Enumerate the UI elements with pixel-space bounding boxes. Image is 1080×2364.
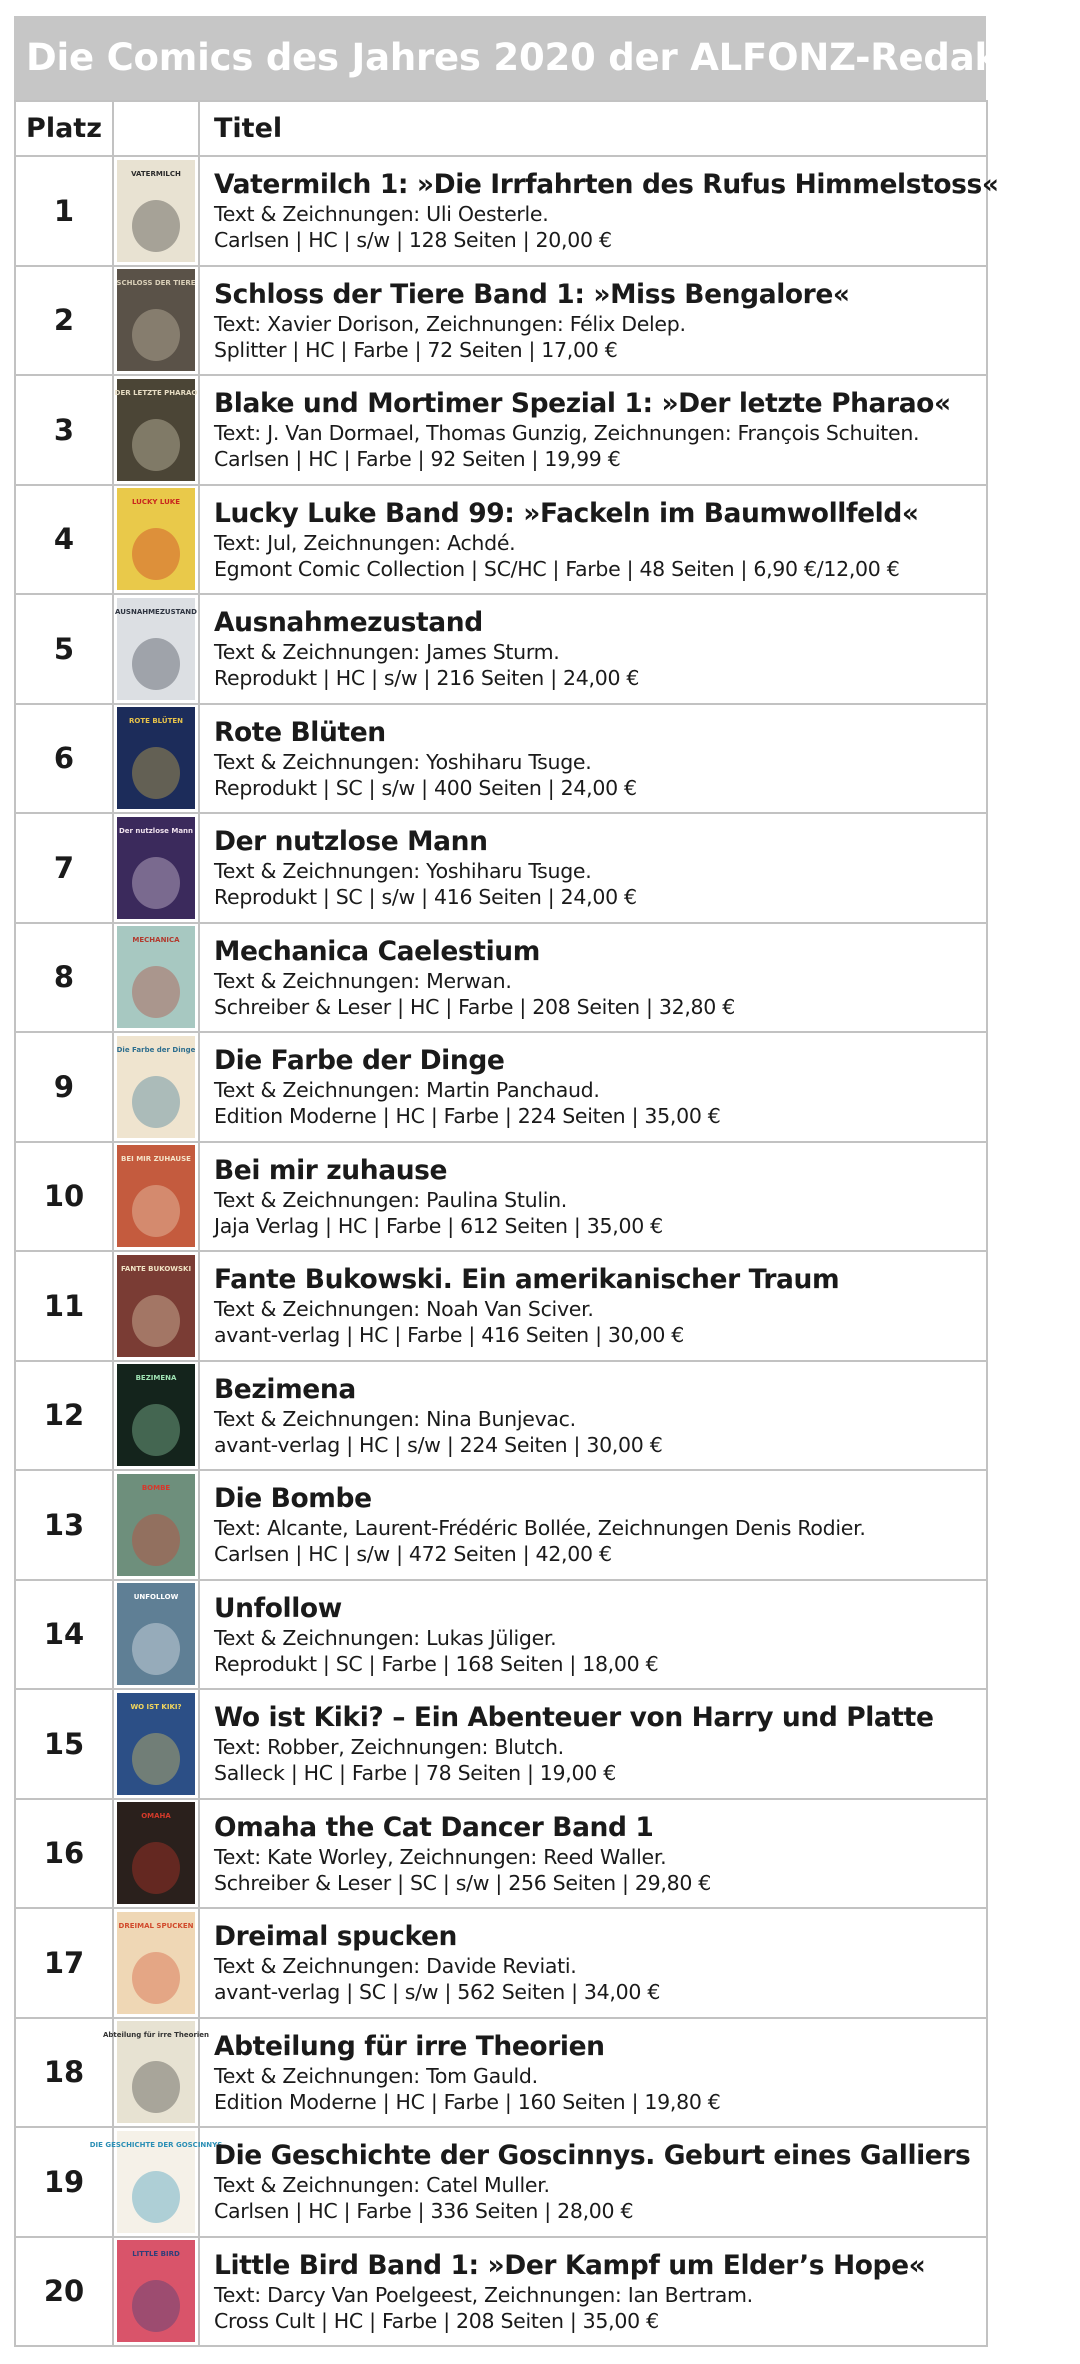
- cover-illustration: [132, 528, 180, 580]
- info-cell: [199, 704, 987, 814]
- cover-illustration: [132, 1623, 180, 1675]
- cover-art: [117, 1255, 195, 1357]
- cover-art: [117, 1474, 195, 1576]
- cover-title-text: BOMBE: [141, 1483, 171, 1492]
- info-cell: [199, 375, 987, 485]
- info-cell: [199, 1908, 987, 2018]
- cover-cell: [113, 923, 199, 1033]
- info-cell: [199, 923, 987, 1033]
- book-credits: Text: Robber, Zeichnungen: Blutch.: [214, 1735, 564, 1760]
- table-row: [15, 1799, 987, 1909]
- cover-cell: [113, 375, 199, 485]
- cover-art: [117, 488, 195, 590]
- cover-title-text: SCHLOSS DER TIERE: [116, 279, 196, 288]
- cover-image: [102, 2020, 210, 2124]
- cover-cell: [113, 1361, 199, 1471]
- book-title: Omaha the Cat Dancer Band 1: [214, 1811, 654, 1843]
- cover-image: [115, 1144, 197, 1248]
- cover-title-text: Der nutzlose Mann: [118, 826, 194, 835]
- rank-cell: 20: [15, 2237, 113, 2347]
- rank-cell: 13: [15, 1470, 113, 1580]
- header-rank: Platz: [15, 101, 113, 156]
- book-details: Edition Moderne | HC | Farbe | 160 Seiten | 19,80 €: [214, 2089, 721, 2114]
- book-title: Fante Bukowski. Ein amerikanischer Traum: [214, 1264, 840, 1296]
- info-cell: [199, 266, 987, 376]
- cover-image: [115, 1692, 197, 1796]
- cover-illustration: [132, 1076, 180, 1128]
- book-title: Vatermilch 1: »Die Irrfahrten des Rufus Himmelstoss«: [214, 169, 999, 201]
- header-cover: [113, 101, 199, 156]
- table-row: [15, 375, 987, 485]
- cover-image: [115, 925, 197, 1029]
- cover-art: [117, 817, 195, 919]
- book-details: Schreiber & Leser | HC | Farbe | 208 Seiten | 32,80 €: [214, 994, 735, 1019]
- table-header-row: [15, 101, 987, 156]
- cover-cell: [113, 1799, 199, 1909]
- cover-cell: [113, 2237, 199, 2347]
- rank-cell: 15: [15, 1689, 113, 1799]
- table-row: [15, 2237, 987, 2347]
- rank-cell: 19: [15, 2127, 113, 2237]
- cover-illustration: [132, 1185, 180, 1237]
- rank-cell: 11: [15, 1251, 113, 1361]
- book-title: Rote Blüten: [214, 716, 386, 748]
- cover-cell: [113, 1689, 199, 1799]
- table-row: [15, 813, 987, 923]
- rank-cell: 4: [15, 485, 113, 595]
- cover-cell: [113, 1251, 199, 1361]
- cover-title-text: FANTE BUKOWSKI: [120, 1264, 192, 1273]
- table-row: [15, 156, 987, 266]
- book-credits: Text & Zeichnungen: Merwan.: [214, 968, 512, 993]
- book-credits: Text & Zeichnungen: Davide Reviati.: [214, 1954, 577, 1979]
- cover-image: [115, 597, 197, 701]
- cover-title-text: LUCKY LUKE: [131, 498, 181, 507]
- book-title: Abteilung für irre Theorien: [214, 2030, 605, 2062]
- cover-title-text: VATERMILCH: [131, 169, 181, 178]
- cover-cell: [113, 1580, 199, 1690]
- cover-art: [117, 707, 195, 809]
- cover-art: [117, 1145, 195, 1247]
- cover-image: [115, 706, 197, 810]
- book-title: Bezimena: [214, 1373, 356, 1405]
- book-details: Salleck | HC | Farbe | 78 Seiten | 19,00 €: [214, 1761, 616, 1786]
- cover-art: [117, 160, 195, 262]
- book-credits: Text & Zeichnungen: Tom Gauld.: [214, 2063, 538, 2088]
- cover-art: [117, 269, 195, 371]
- cover-image: [89, 2130, 223, 2234]
- book-credits: Text: J. Van Dormael, Thomas Gunzig, Zeichnungen: François Schuiten.: [214, 421, 920, 446]
- book-title: Die Farbe der Dinge: [214, 1045, 505, 1077]
- cover-art: [117, 1802, 195, 1904]
- book-details: Cross Cult | HC | Farbe | 208 Seiten | 35,00 €: [214, 2308, 659, 2333]
- table-row: [15, 1361, 987, 1471]
- book-title: Little Bird Band 1: »Der Kampf um Elder’s Hope«: [214, 2249, 926, 2281]
- cover-title-text: ROTE BLÜTEN: [129, 717, 183, 726]
- cover-cell: [113, 704, 199, 814]
- cover-cell: [113, 485, 199, 595]
- table-row: [15, 266, 987, 376]
- book-details: Jaja Verlag | HC | Farbe | 612 Seiten | 35,00 €: [214, 1213, 663, 1238]
- book-details: Carlsen | HC | Farbe | 92 Seiten | 19,99 €: [214, 447, 621, 472]
- cover-illustration: [132, 857, 180, 909]
- table-row: [15, 1908, 987, 2018]
- cover-cell: [113, 594, 199, 704]
- book-credits: Text: Jul, Zeichnungen: Achdé.: [214, 530, 516, 555]
- cover-cell: [102, 2018, 210, 2128]
- cover-art: [89, 2131, 223, 2233]
- rank-cell: 2: [15, 266, 113, 376]
- cover-illustration: [132, 1842, 180, 1894]
- header-title-label: Titel: [214, 113, 283, 144]
- cover-cell: [113, 1908, 199, 2018]
- book-credits: Text & Zeichnungen: Yoshiharu Tsuge.: [214, 749, 592, 774]
- rank-cell: 5: [15, 594, 113, 704]
- info-cell: [199, 2018, 987, 2128]
- cover-cell: [89, 2127, 223, 2237]
- cover-title-text: UNFOLLOW: [133, 1593, 179, 1602]
- book-credits: Text & Zeichnungen: Catel Muller.: [214, 2173, 550, 2198]
- book-details: Reprodukt | SC | s/w | 400 Seiten | 24,00 €: [214, 775, 637, 800]
- table-row: [15, 1470, 987, 1580]
- book-credits: Text & Zeichnungen: Noah Van Sciver.: [214, 1297, 594, 1322]
- table-row: [15, 2127, 987, 2237]
- table-row: [15, 485, 987, 595]
- info-cell: [199, 1470, 987, 1580]
- info-cell: [199, 594, 987, 704]
- cover-image: [115, 1254, 197, 1358]
- cover-art: [117, 1583, 195, 1685]
- table-row: [15, 704, 987, 814]
- cover-title-text: AUSNAHMEZUSTAND: [115, 607, 197, 616]
- book-title: Die Geschichte der Goscinnys. Geburt eines Galliers: [214, 2140, 971, 2172]
- book-title: Schloss der Tiere Band 1: »Miss Bengalore«: [214, 278, 850, 310]
- book-credits: Text & Zeichnungen: Martin Panchaud.: [214, 1078, 600, 1103]
- cover-image: [115, 1801, 197, 1905]
- cover-art: [117, 2240, 195, 2342]
- book-credits: Text: Xavier Dorison, Zeichnungen: Félix Delep.: [214, 311, 686, 336]
- table-row: [15, 2018, 987, 2128]
- book-title: Mechanica Caelestium: [214, 935, 540, 967]
- cover-art: [114, 379, 198, 481]
- cover-cell: [113, 1470, 199, 1580]
- cover-cell: [113, 1032, 199, 1142]
- table-row: [15, 1580, 987, 1690]
- table-row: [15, 923, 987, 1033]
- info-cell: [199, 1799, 987, 1909]
- cover-image: [115, 1582, 197, 1686]
- book-details: Edition Moderne | HC | Farbe | 224 Seiten | 35,00 €: [214, 1104, 721, 1129]
- book-details: avant-verlag | SC | s/w | 562 Seiten | 34,00 €: [214, 1980, 661, 2005]
- book-credits: Text & Zeichnungen: Lukas Jüliger.: [214, 1625, 557, 1650]
- book-credits: Text & Zeichnungen: Paulina Stulin.: [214, 1187, 568, 1212]
- cover-image: [115, 268, 197, 372]
- info-cell: [199, 2127, 987, 2237]
- book-credits: Text: Kate Worley, Zeichnungen: Reed Waller.: [214, 1844, 667, 1869]
- book-title: Unfollow: [214, 1592, 342, 1624]
- cover-art: [117, 1364, 195, 1466]
- cover-cell: [113, 1142, 199, 1252]
- book-title: Bei mir zuhause: [214, 1154, 448, 1186]
- cover-image: [115, 1035, 197, 1139]
- rank-cell: 16: [15, 1799, 113, 1909]
- book-title: Blake und Mortimer Spezial 1: »Der letzte Pharao«: [214, 388, 951, 420]
- table-body: [15, 156, 999, 2346]
- table-row: [15, 1142, 987, 1252]
- rank-cell: 6: [15, 704, 113, 814]
- book-details: Splitter | HC | Farbe | 72 Seiten | 17,00 €: [214, 337, 618, 362]
- cover-title-text: Die Farbe der Dinge: [116, 1045, 196, 1054]
- info-cell: [199, 1361, 987, 1471]
- ranking-table: [14, 100, 999, 2347]
- cover-image: [115, 2239, 197, 2343]
- info-cell: [199, 2237, 987, 2347]
- cover-illustration: [132, 966, 180, 1018]
- book-credits: Text & Zeichnungen: James Sturm.: [214, 640, 560, 665]
- cover-art: [117, 1036, 195, 1138]
- cover-title-text: Abteilung für irre Theorien: [102, 2031, 210, 2040]
- cover-illustration: [132, 1404, 180, 1456]
- cover-art: [117, 598, 195, 700]
- book-details: Reprodukt | SC | Farbe | 168 Seiten | 18,00 €: [214, 1651, 659, 1676]
- rank-cell: 3: [15, 375, 113, 485]
- info-cell: [199, 1580, 987, 1690]
- info-cell: [199, 1689, 987, 1799]
- info-cell: [199, 1142, 987, 1252]
- cover-image: [115, 816, 197, 920]
- header-title: [199, 101, 987, 156]
- rank-cell: 1: [15, 156, 113, 266]
- rank-cell: 10: [15, 1142, 113, 1252]
- book-details: Carlsen | HC | Farbe | 336 Seiten | 28,00 €: [214, 2199, 634, 2224]
- cover-illustration: [132, 419, 180, 471]
- cover-art: [117, 926, 195, 1028]
- cover-title-text: DER LETZTE PHARAO: [114, 388, 198, 397]
- rank-cell: 12: [15, 1361, 113, 1471]
- cover-illustration: [132, 200, 180, 252]
- cover-title-text: DIE GESCHICHTE DER GOSCINNYS: [89, 2140, 223, 2149]
- table-row: [15, 1032, 987, 1142]
- cover-art: [117, 1693, 195, 1795]
- cover-image: [115, 159, 197, 263]
- cover-title-text: WO IST KIKI?: [130, 1702, 182, 1711]
- info-cell: [199, 813, 987, 923]
- book-credits: Text & Zeichnungen: Yoshiharu Tsuge.: [214, 859, 592, 884]
- info-cell: [199, 1032, 987, 1142]
- info-cell: [199, 156, 999, 266]
- book-title: Der nutzlose Mann: [214, 826, 488, 858]
- cover-illustration: [132, 1295, 180, 1347]
- cover-cell: [113, 266, 199, 376]
- rank-cell: 18: [15, 2018, 113, 2128]
- table-row: [15, 594, 987, 704]
- book-credits: Text: Alcante, Laurent-Frédéric Bollée, Zeichnungen Denis Rodier.: [214, 1516, 866, 1541]
- book-title: Ausnahmezustand: [214, 607, 483, 639]
- book-details: avant-verlag | HC | Farbe | 416 Seiten | 30,00 €: [214, 1323, 685, 1348]
- cover-cell: [113, 156, 199, 266]
- cover-title-text: OMAHA: [141, 1812, 171, 1821]
- rank-cell: 14: [15, 1580, 113, 1690]
- cover-illustration: [132, 747, 180, 799]
- book-title: Lucky Luke Band 99: »Fackeln im Baumwollfeld«: [214, 497, 919, 529]
- cover-art: [102, 2021, 210, 2123]
- cover-illustration: [132, 309, 180, 361]
- book-title: Wo ist Kiki? – Ein Abenteuer von Harry und Platte: [214, 1702, 934, 1734]
- cover-title-text: MECHANICA: [132, 936, 180, 945]
- cover-title-text: BEI MIR ZUHAUSE: [121, 1155, 191, 1164]
- rank-cell: 8: [15, 923, 113, 1033]
- book-details: Carlsen | HC | s/w | 128 Seiten | 20,00 €: [214, 228, 612, 253]
- cover-illustration: [132, 2171, 180, 2223]
- book-credits: Text & Zeichnungen: Nina Bunjevac.: [214, 1406, 576, 1431]
- cover-illustration: [132, 638, 180, 690]
- book-details: Reprodukt | HC | s/w | 216 Seiten | 24,00 €: [214, 666, 640, 691]
- info-cell: [199, 485, 987, 595]
- cover-title-text: LITTLE BIRD: [132, 2250, 180, 2259]
- book-title: Dreimal spucken: [214, 1921, 457, 1953]
- cover-illustration: [132, 1952, 180, 2004]
- cover-title-text: BEZIMENA: [135, 1374, 177, 1383]
- cover-illustration: [132, 1733, 180, 1785]
- cover-image: [115, 1473, 197, 1577]
- book-details: avant-verlag | HC | s/w | 224 Seiten | 30,00 €: [214, 1432, 663, 1457]
- cover-image: [115, 1911, 197, 2015]
- cover-image: [115, 487, 197, 591]
- cover-image: [115, 378, 197, 482]
- cover-illustration: [132, 2061, 180, 2113]
- table-row: [15, 1251, 987, 1361]
- book-details: Reprodukt | SC | s/w | 416 Seiten | 24,00 €: [214, 885, 637, 910]
- rank-cell: 7: [15, 813, 113, 923]
- book-details: Carlsen | HC | s/w | 472 Seiten | 42,00 €: [214, 1542, 612, 1567]
- info-cell: [199, 1251, 987, 1361]
- rank-cell: 9: [15, 1032, 113, 1142]
- rank-cell: 17: [15, 1908, 113, 2018]
- cover-image: [115, 1363, 197, 1467]
- book-details: Schreiber & Leser | SC | s/w | 256 Seiten | 29,80 €: [214, 1870, 712, 1895]
- table-row: [15, 1689, 987, 1799]
- cover-cell: [113, 813, 199, 923]
- banner-title: Die Comics des Jahres 2020 der ALFONZ-Redaktion: [14, 16, 986, 100]
- cover-illustration: [132, 2280, 180, 2332]
- cover-art: [117, 1912, 195, 2014]
- book-credits: Text: Darcy Van Poelgeest, Zeichnungen: Ian Bertram.: [214, 2282, 753, 2307]
- cover-title-text: DREIMAL SPUCKEN: [118, 1921, 194, 1930]
- cover-illustration: [132, 1514, 180, 1566]
- book-credits: Text & Zeichnungen: Uli Oesterle.: [214, 202, 549, 227]
- book-title: Die Bombe: [214, 1483, 372, 1515]
- book-details: Egmont Comic Collection | SC/HC | Farbe | 48 Seiten | 6,90 €/12,00 €: [214, 556, 900, 581]
